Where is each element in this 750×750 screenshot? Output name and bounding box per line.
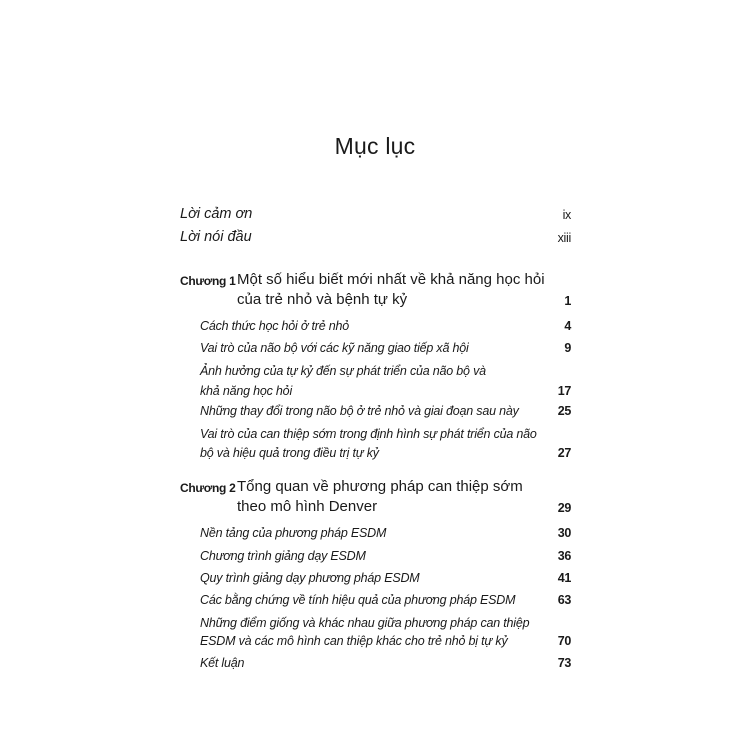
page-number: 29 xyxy=(557,501,571,515)
chapter-title-line: của trẻ nhỏ và bệnh tự kỷ xyxy=(237,291,408,308)
chapter-title-line: Một số hiểu biết mới nhất về khả năng học hỏi xyxy=(237,271,545,288)
entry-label: Lời cảm ơn xyxy=(180,206,253,222)
page-number: 73 xyxy=(557,656,571,670)
page-number: 1 xyxy=(564,294,571,308)
section-title: Cách thức học hỏi ở trẻ nhỏ xyxy=(200,319,350,333)
page-number: 9 xyxy=(564,341,571,355)
section-title: Kết luận xyxy=(200,656,245,670)
page-number: 36 xyxy=(557,549,571,563)
chapter-label: Chương 1 xyxy=(180,274,236,288)
section-title: Những thay đổi trong não bộ ở trẻ nhỏ và giai đoạn sau này xyxy=(200,404,519,418)
page-number: 70 xyxy=(557,634,571,648)
section-title: bộ và hiệu quả trong điều trị tự kỷ xyxy=(200,446,379,460)
chapter-title-line: Tổng quan về phương pháp can thiệp sớm xyxy=(237,478,523,495)
section-title: Vai trò của can thiệp sớm trong định hình sự phát triển của não xyxy=(200,427,537,441)
chapter-label: Chương 2 xyxy=(180,481,236,495)
page-number: 41 xyxy=(557,571,571,585)
page-number: 30 xyxy=(557,526,571,540)
section-title: Ảnh hưởng của tự kỷ đến sự phát triển của não bộ và xyxy=(200,364,486,378)
page-number: 17 xyxy=(557,384,571,398)
entry-label: Lời nói đầu xyxy=(180,229,252,245)
page-title: Mục lục xyxy=(334,133,416,159)
section-title: Những điểm giống và khác nhau giữa phương pháp can thiệp xyxy=(200,616,530,630)
section-title: Chương trình giảng dạy ESDM xyxy=(200,549,366,563)
page-number: xiii xyxy=(557,231,571,245)
section-title: Nền tảng của phương pháp ESDM xyxy=(200,526,387,540)
section-title: Các bằng chứng về tính hiệu quả của phương pháp ESDM xyxy=(200,593,516,607)
page-number: 25 xyxy=(557,404,571,418)
section-title: Quy trình giảng dạy phương pháp ESDM xyxy=(200,571,420,585)
section-title: Vai trò của não bộ với các kỹ năng giao tiếp xã hội xyxy=(200,341,469,355)
chapter-title-line: theo mô hình Denver xyxy=(237,498,378,515)
section-title: ESDM và các mô hình can thiệp khác cho trẻ nhỏ bị tự kỷ xyxy=(200,634,508,648)
page-number: 4 xyxy=(564,319,571,333)
page-number: ix xyxy=(562,208,571,222)
section-title: khả năng học hỏi xyxy=(200,384,293,398)
page-number: 27 xyxy=(557,446,571,460)
page-number: 63 xyxy=(557,593,571,607)
